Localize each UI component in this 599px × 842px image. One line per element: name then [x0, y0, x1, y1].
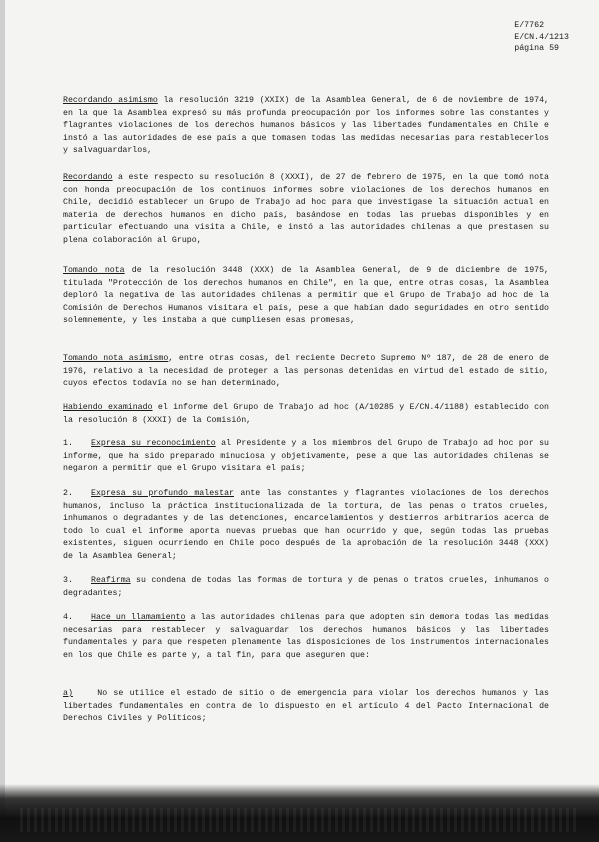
paragraph-lead: Recordando [63, 173, 113, 182]
document-symbol: E/7762 [514, 21, 545, 30]
operative-paragraph-3 [63, 575, 549, 600]
paragraph-lead: Expresa su profundo malestar [91, 489, 234, 498]
paragraph-lead: Tomando nota asimismo [63, 354, 169, 363]
paragraph-number: 3. [63, 576, 73, 585]
paragraph-text: el informe del Grupo de Trabajo ad hoc (A/10285 y E/CN.4/1188) establecido con la resolución 8 (XXXI) de la Comisión, [63, 403, 549, 425]
paragraph-text: No se utilice el estado de sitio o de emergencia para violar los derechos humanos y las libertades fundamentales en contra de lo dispuesto en el artículo 4 del Pacto Internacional de Derechos Civiles y Políticos; [63, 689, 549, 724]
operative-paragraph-4 [63, 612, 549, 662]
document-number: E/CN.4/1213 [514, 32, 569, 42]
subparagraph-letter: a) [63, 689, 73, 698]
paragraph-text: a las autoridades chilenas para que adopten sin demora todas las medidas necesarias para restablecer y salvaguardar los derechos humanos básicos y las libertades fundamentales y para que respeten plenamente las disposiciones de los instrumentos internacionales en los que Chile es parte y, a tal fin, para que aseguren que: [63, 613, 549, 660]
paragraph-text: la resolución 3219 (XXIX) de la Asamblea General, de 6 de noviembre de 1974, en la que la Asamblea expresó su más profunda preocupación por los informes sobre las constantes y flagrantes violaciones de los derechos humanos básicos y las libertades fundamentales en Chile e instó a las autoridades de ese país a que tomasen todas las medidas necesarias para restablecerlos y salvaguardarlos, [63, 96, 549, 156]
page-number: página 59 [514, 44, 560, 53]
paragraph-number: 1. [63, 439, 73, 448]
scan-dark-band [0, 784, 599, 842]
paragraph-lead: Hace un llamamiento [91, 613, 186, 622]
paragraph-number: 2. [63, 489, 73, 498]
paragraph-habiendo-examinado [63, 402, 549, 427]
paragraph-lead: Recordando asimismo [63, 96, 158, 105]
document-reference [514, 20, 569, 55]
paragraph-text: a este respecto su resolución 8 (XXXI), de 27 de febrero de 1975, en la que tomó nota con honda preocupación de los continuos informes sobre violaciones de los derechos humanos en Chile, decidió establecer un Grupo de Trabajo ad hoc para que investigase la situación actual en materia de derechos humanos en dicho país, basándose en todas las pruebas disponibles y en particular efectuando una visita a Chile, e instó a las autoridades chilenas a que prestasen su plena colaboración al Grupo, [63, 173, 549, 245]
paragraph-lead: Reafirma [91, 576, 131, 585]
subparagraph-a [63, 688, 549, 726]
paragraph-lead: Habiendo examinado [63, 403, 153, 412]
paragraph-text: su condena de todas las formas de tortura y de penas o tratos crueles, inhumanos o degradantes; [63, 576, 549, 598]
operative-paragraph-2 [63, 488, 549, 564]
paragraph-text: al Presidente y a los miembros del Grupo de Trabajo ad hoc por su informe, que ha sido preparado minuciosa y objetivamente, pese a que las autoridades chilenas se negaron a permitir que el Grupo visitara el país; [63, 439, 549, 474]
paragraph-tomando-nota [63, 265, 549, 328]
paragraph-text: de la resolución 3448 (XXX) de la Asamblea General, de 9 de diciembre de 1975, titulada "Protección de los derechos humanos en Chile", en la que, entre otras cosas, la Asamblea deploró la negativa de las autoridades chilenas a permitir que el Grupo de Trabajo ad hoc de la Comisión de Derechos Humanos visitara el país, pese a que habían dado seguridades en otro sentido solemnemente, y les instaba a que cumpliesen esas promesas, [63, 266, 549, 326]
operative-paragraph-1 [63, 438, 549, 476]
scan-edge [0, 0, 5, 842]
paragraph-tomando-nota-asimismo [63, 353, 549, 391]
paragraph-text: ante las constantes y flagrantes violaciones de los derechos humanos, incluso la práctica institucionalizada de la tortura, de las penas o tratos crueles, inhumanos o degradantes y de las detenciones, encarcelamientos y destierros arbitrarios acerca de todo lo cual el informe aporta nuevas pruebas que han ocurrido y que, según todas las pruebas existentes, siguen ocurriendo en Chile poco después de la aprobación de la resolución 3448 (XXX) de la Asamblea General; [63, 489, 549, 561]
paragraph-text: , entre otras cosas, del reciente Decreto Supremo Nº 187, de 28 de enero de 1976, relativo a la necesidad de proteger a las personas detenidas en virtud del estado de sitio, cuyos efectos todavía no se han determinado, [63, 354, 550, 389]
paragraph-lead: Expresa su reconocimiento [91, 439, 216, 448]
paragraph-recordando [63, 172, 549, 248]
paragraph-lead: Tomando nota [63, 266, 125, 275]
paragraph-number: 4. [63, 613, 73, 622]
paragraph-recordando-asimismo [63, 95, 549, 158]
